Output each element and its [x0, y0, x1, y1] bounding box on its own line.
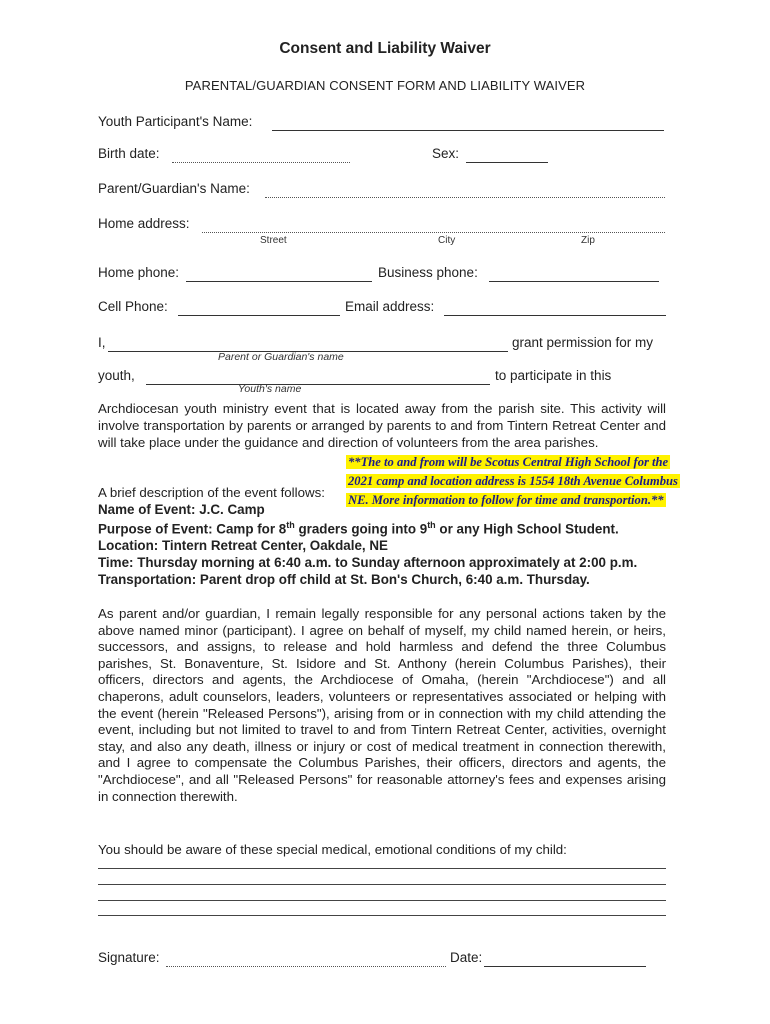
email-field[interactable] — [444, 315, 666, 316]
youth-name-label: Youth Participant's Name: — [98, 114, 253, 129]
event-name: Name of Event: J.C. Camp — [98, 502, 265, 517]
business-phone-label: Business phone: — [378, 265, 478, 280]
event-transportation: Transportation: Parent drop off child at St. Bon's Church, 6:40 a.m. Thursday. — [98, 572, 590, 587]
event-purpose-pre: Purpose of Event: Camp for 8 — [98, 521, 287, 537]
brief-description-label: A brief description of the event follows: — [98, 485, 325, 500]
medical-line-3[interactable] — [98, 900, 666, 901]
zip-caption: Zip — [581, 235, 595, 246]
home-address-label: Home address: — [98, 216, 190, 231]
youth-name-field[interactable] — [272, 130, 664, 131]
grant-permission-text: grant permission for my — [512, 335, 654, 350]
highlighted-note-line-2: 2021 camp and location address is 1554 18th Avenue Columbus — [348, 474, 678, 488]
event-purpose-sup2: th — [427, 520, 436, 530]
signature-field[interactable] — [166, 966, 446, 967]
birth-date-label: Birth date: — [98, 146, 160, 161]
parent-name-field[interactable] — [265, 197, 665, 198]
medical-line-4[interactable] — [98, 915, 666, 916]
page-title: Consent and Liability Waiver — [279, 40, 491, 57]
event-purpose-sup1: th — [286, 520, 295, 530]
event-time: Time: Thursday morning at 6:40 a.m. to Sunday afternoon approximately at 2:00 p.m. — [98, 555, 638, 570]
home-phone-label: Home phone: — [98, 265, 180, 280]
participate-text: to participate in this — [495, 368, 612, 383]
date-field[interactable] — [484, 966, 646, 967]
event-purpose-post: or any High School Student. — [435, 521, 619, 537]
parent-name-caption: Parent or Guardian's name — [218, 351, 344, 363]
highlighted-note-line-3: NE. More information to follow for time and transportion.** — [348, 493, 664, 507]
event-location: Location: Tintern Retreat Center, Oakdale, NE — [98, 538, 388, 553]
intro-paragraph: Archdiocesan youth ministry event that is located away from the parish site. This activity will involve transportation by parents or arranged by parents to and from Tintern Retreat Center and will take place under the guidance and direction of volunteers from the area parishes. — [98, 401, 666, 450]
youth-permission-name-field[interactable] — [146, 384, 490, 385]
permission-youth: youth, — [98, 368, 135, 383]
cell-phone-field[interactable] — [178, 315, 340, 316]
home-address-field[interactable] — [202, 232, 665, 233]
highlighted-note — [346, 453, 734, 510]
sex-field[interactable] — [466, 162, 548, 163]
birth-date-field[interactable] — [172, 162, 350, 163]
medical-conditions-prompt: You should be aware of these special medical, emotional conditions of my child: — [98, 842, 567, 857]
sex-label: Sex: — [432, 146, 460, 161]
medical-line-1[interactable] — [98, 868, 666, 869]
liability-paragraph: As parent and/or guardian, I remain legally responsible for any personal actions taken by the above named minor (participant). I agree on behalf of myself, my child named herein, or heirs, successors, and assigns, to release and hold harmless and defend the three Columbus parishes, St. Bonaventure, St. Isidore and St. Anthony (herein Columbus Parishes), their officers, directors and agents, the Archdiocese of Omaha, (herein "Archdiocese") and all chaperons, adult counselors, leaders, volunteers or representatives associated or helping with the event (herein "Released Persons"), arising from or in connection with my child attending the event, including but not limited to travel to and from Tintern Retreat Center, activities, overnight stay, and also any death, illness or injury or cost of medical treatment in connection therewith, and I agree to compensate the Columbus Parishes, their officers, directors and agents, the "Archdiocese", and all "Released Persons" for reasonable attorney's fees and expenses arising in connection therewith. — [98, 606, 666, 804]
parent-name-label: Parent/Guardian's Name: — [98, 181, 250, 196]
street-caption: Street — [260, 235, 287, 246]
event-purpose-mid: graders going into 9 — [294, 521, 428, 537]
permission-i: I, — [98, 335, 106, 350]
cell-phone-label: Cell Phone: — [98, 299, 168, 314]
email-label: Email address: — [345, 299, 435, 314]
page-subtitle: PARENTAL/GUARDIAN CONSENT FORM AND LIABILITY WAIVER — [184, 78, 586, 93]
highlighted-note-line-1: **The to and from will be Scotus Central High School for the — [348, 455, 669, 469]
medical-line-2[interactable] — [98, 884, 666, 885]
date-label: Date: — [450, 950, 483, 965]
signature-label: Signature: — [98, 950, 160, 965]
city-caption: City — [438, 235, 456, 246]
youth-name-caption: Youth's name — [238, 383, 302, 395]
home-phone-field[interactable] — [186, 281, 372, 282]
event-purpose — [98, 520, 619, 536]
business-phone-field[interactable] — [489, 281, 659, 282]
